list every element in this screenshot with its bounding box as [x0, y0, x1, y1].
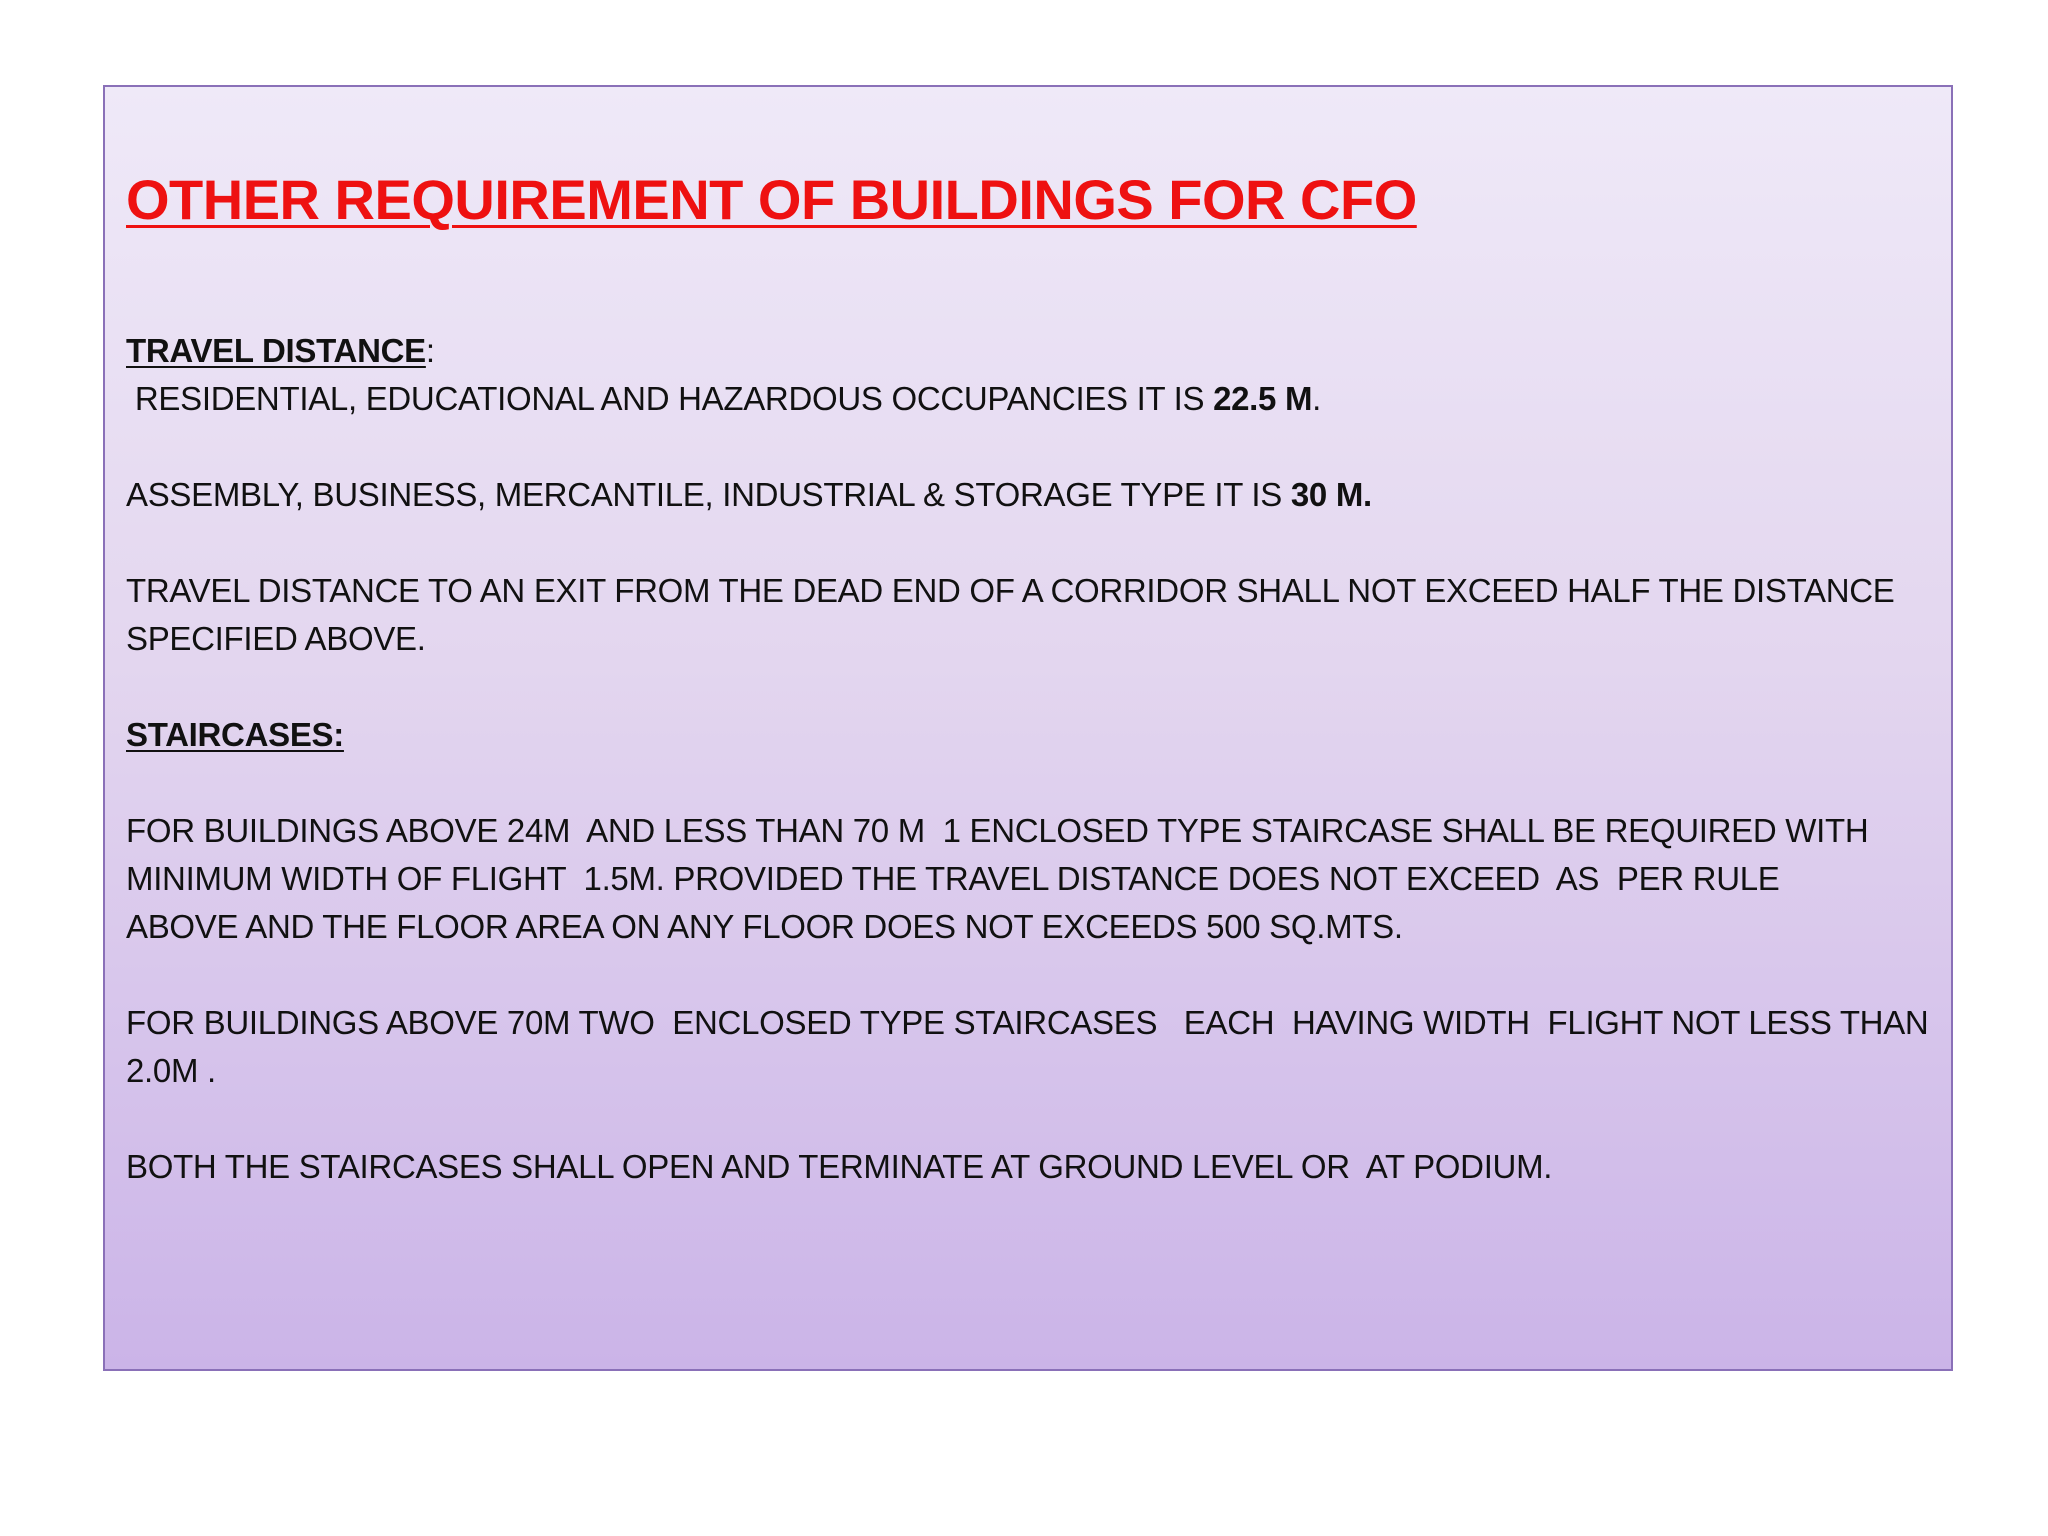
residential-end: .	[1312, 380, 1322, 417]
travel-distance-residential	[126, 375, 1321, 423]
assembly-text: ASSEMBLY, BUSINESS, MERCANTILE, INDUSTRIAL & STORAGE TYPE IT IS	[126, 476, 1291, 513]
assembly-value: 30 M.	[1290, 476, 1372, 513]
dead-end-line-2: SPECIFIED ABOVE.	[126, 620, 426, 657]
travel-distance-heading: TRAVEL DISTANCE	[126, 332, 426, 369]
residential-value: 22.5 M	[1213, 380, 1313, 417]
staircases-para1-line3: ABOVE AND THE FLOOR AREA ON ANY FLOOR DOES NOT EXCEEDS 500 SQ.MTS.	[126, 908, 1403, 945]
slide-panel	[103, 85, 1953, 1371]
staircases-heading: STAIRCASES:	[126, 716, 344, 753]
travel-distance-assembly	[126, 471, 1372, 519]
staircases-para2-line2: 2.0M .	[126, 1052, 216, 1089]
travel-distance-heading-colon: :	[425, 332, 435, 369]
travel-distance-heading-line	[126, 327, 435, 375]
staircases-para1-line2: MINIMUM WIDTH OF FLIGHT 1.5M. PROVIDED THE TRAVEL DISTANCE DOES NOT EXCEED AS PER RULE	[126, 860, 1780, 897]
residential-text: RESIDENTIAL, EDUCATIONAL AND HAZARDOUS OCCUPANCIES IT IS	[126, 380, 1214, 417]
staircases-para1-line1: FOR BUILDINGS ABOVE 24M AND LESS THAN 70 M 1 ENCLOSED TYPE STAIRCASE SHALL BE REQUIRED WITH	[126, 812, 1869, 849]
staircases-para3: BOTH THE STAIRCASES SHALL OPEN AND TERMINATE AT GROUND LEVEL OR AT PODIUM.	[126, 1148, 1553, 1185]
dead-end-line-1: TRAVEL DISTANCE TO AN EXIT FROM THE DEAD END OF A CORRIDOR SHALL NOT EXCEED HALF THE DISTANCE	[126, 572, 1895, 609]
staircases-para2-line1: FOR BUILDINGS ABOVE 70M TWO ENCLOSED TYPE STAIRCASES EACH HAVING WIDTH FLIGHT NOT LESS THAN	[126, 1004, 1929, 1041]
slide-title: OTHER REQUIREMENT OF BUILDINGS FOR CFO	[126, 168, 1417, 231]
